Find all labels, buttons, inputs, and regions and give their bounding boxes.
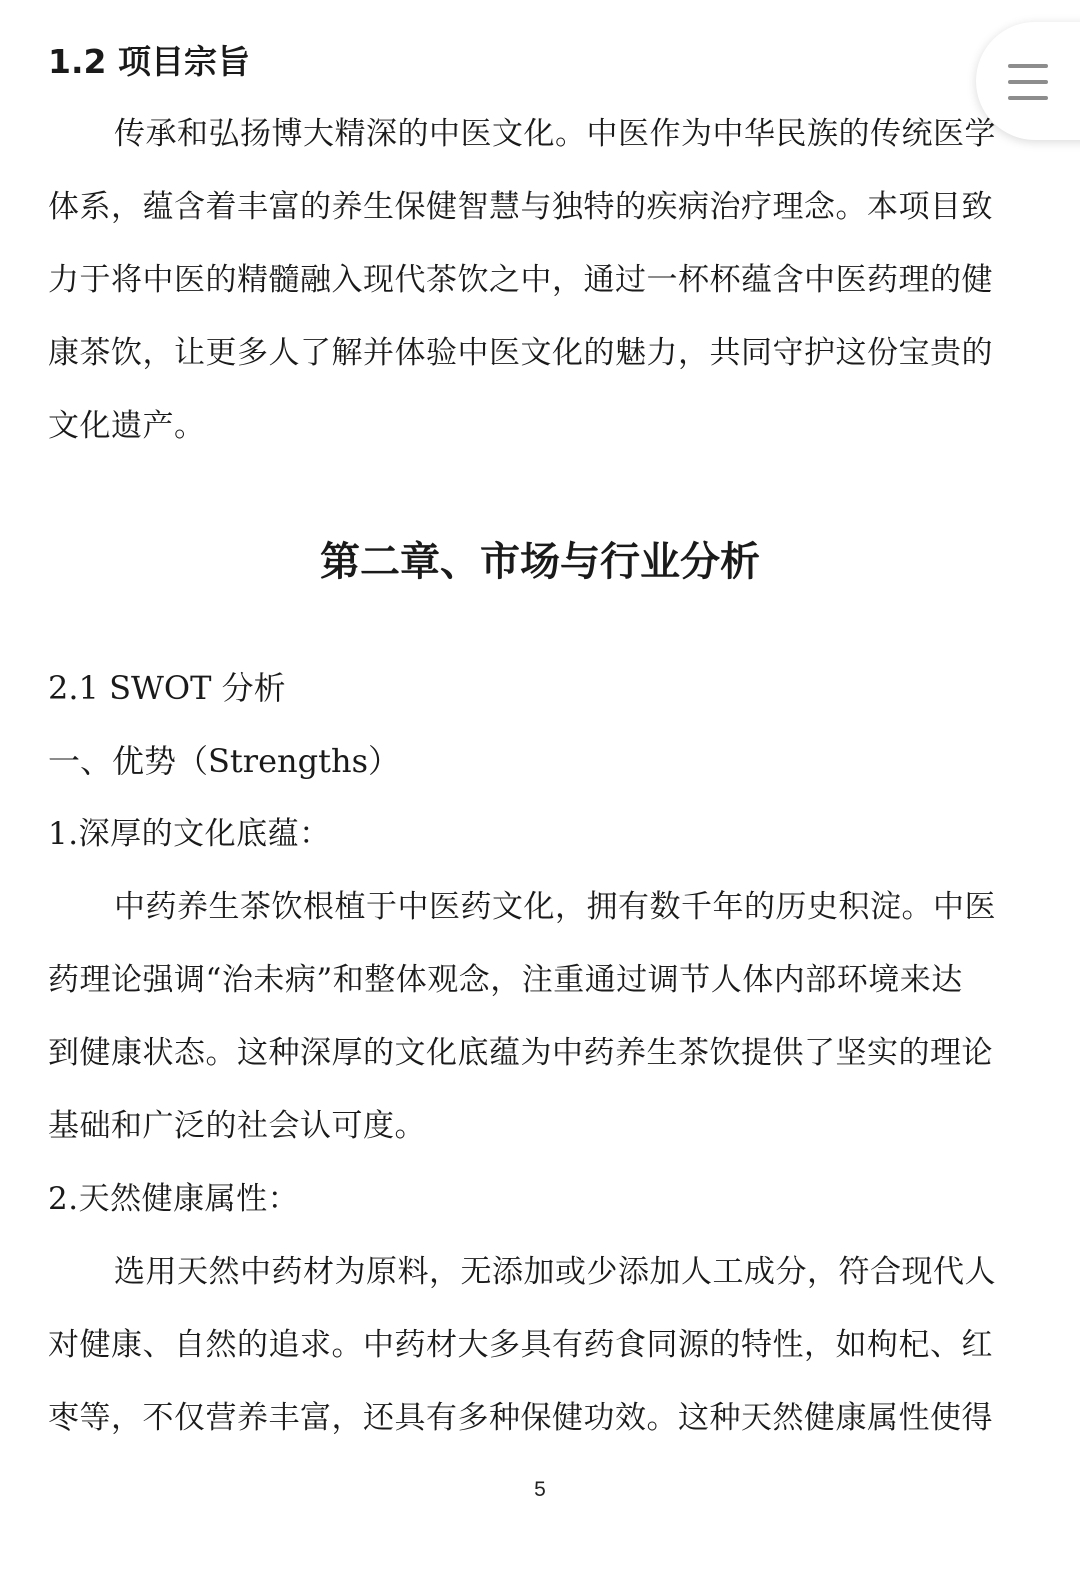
- item-title-natural-health: 2.天然健康属性：: [48, 1181, 300, 1217]
- paragraph-line: 中药养生茶饮根植于中医药文化，拥有数千年的历史积淀。中医: [114, 889, 996, 925]
- item-title-cultural-heritage: 1.深厚的文化底蕴：: [48, 816, 331, 852]
- section-heading-2-1: 2.1 SWOT 分析: [48, 669, 286, 707]
- paragraph-line: 枣等，不仅营养丰富，还具有多种保健功效。这种天然健康属性使得: [48, 1400, 993, 1436]
- paragraph-line: 药理论强调“治未病”和整体观念，注重通过调节人体内部环境来达: [48, 962, 963, 998]
- paragraph-line: 文化遗产。: [48, 408, 206, 444]
- chapter-title: 第二章、市场与行业分析: [320, 539, 760, 585]
- hamburger-menu-icon: [1008, 64, 1048, 100]
- paragraph-line: 康茶饮，让更多人了解并体验中医文化的魅力，共同守护这份宝贵的: [48, 335, 993, 371]
- paragraph-line: 选用天然中药材为原料，无添加或少添加人工成分，符合现代人: [114, 1254, 996, 1290]
- paragraph-line: 体系，蕴含着丰富的养生保健智慧与独特的疾病治疗理念。本项目致: [48, 189, 993, 225]
- paragraph-line: 力于将中医的精髓融入现代茶饮之中，通过一杯杯蕴含中医药理的健: [48, 262, 993, 298]
- page-number: 5: [534, 1478, 546, 1501]
- strengths-heading: 一、优势（Strengths）: [48, 742, 401, 780]
- section-heading-1-2: 1.2 项目宗旨: [48, 42, 250, 81]
- paragraph-line: 到健康状态。这种深厚的文化底蕴为中药养生茶饮提供了坚实的理论: [48, 1035, 993, 1071]
- paragraph-line: 传承和弘扬博大精深的中医文化。中医作为中华民族的传统医学: [114, 116, 996, 152]
- paragraph-line: 基础和广泛的社会认可度。: [48, 1108, 426, 1144]
- paragraph-line: 对健康、自然的追求。中药材大多具有药食同源的特性，如枸杞、红: [48, 1327, 993, 1363]
